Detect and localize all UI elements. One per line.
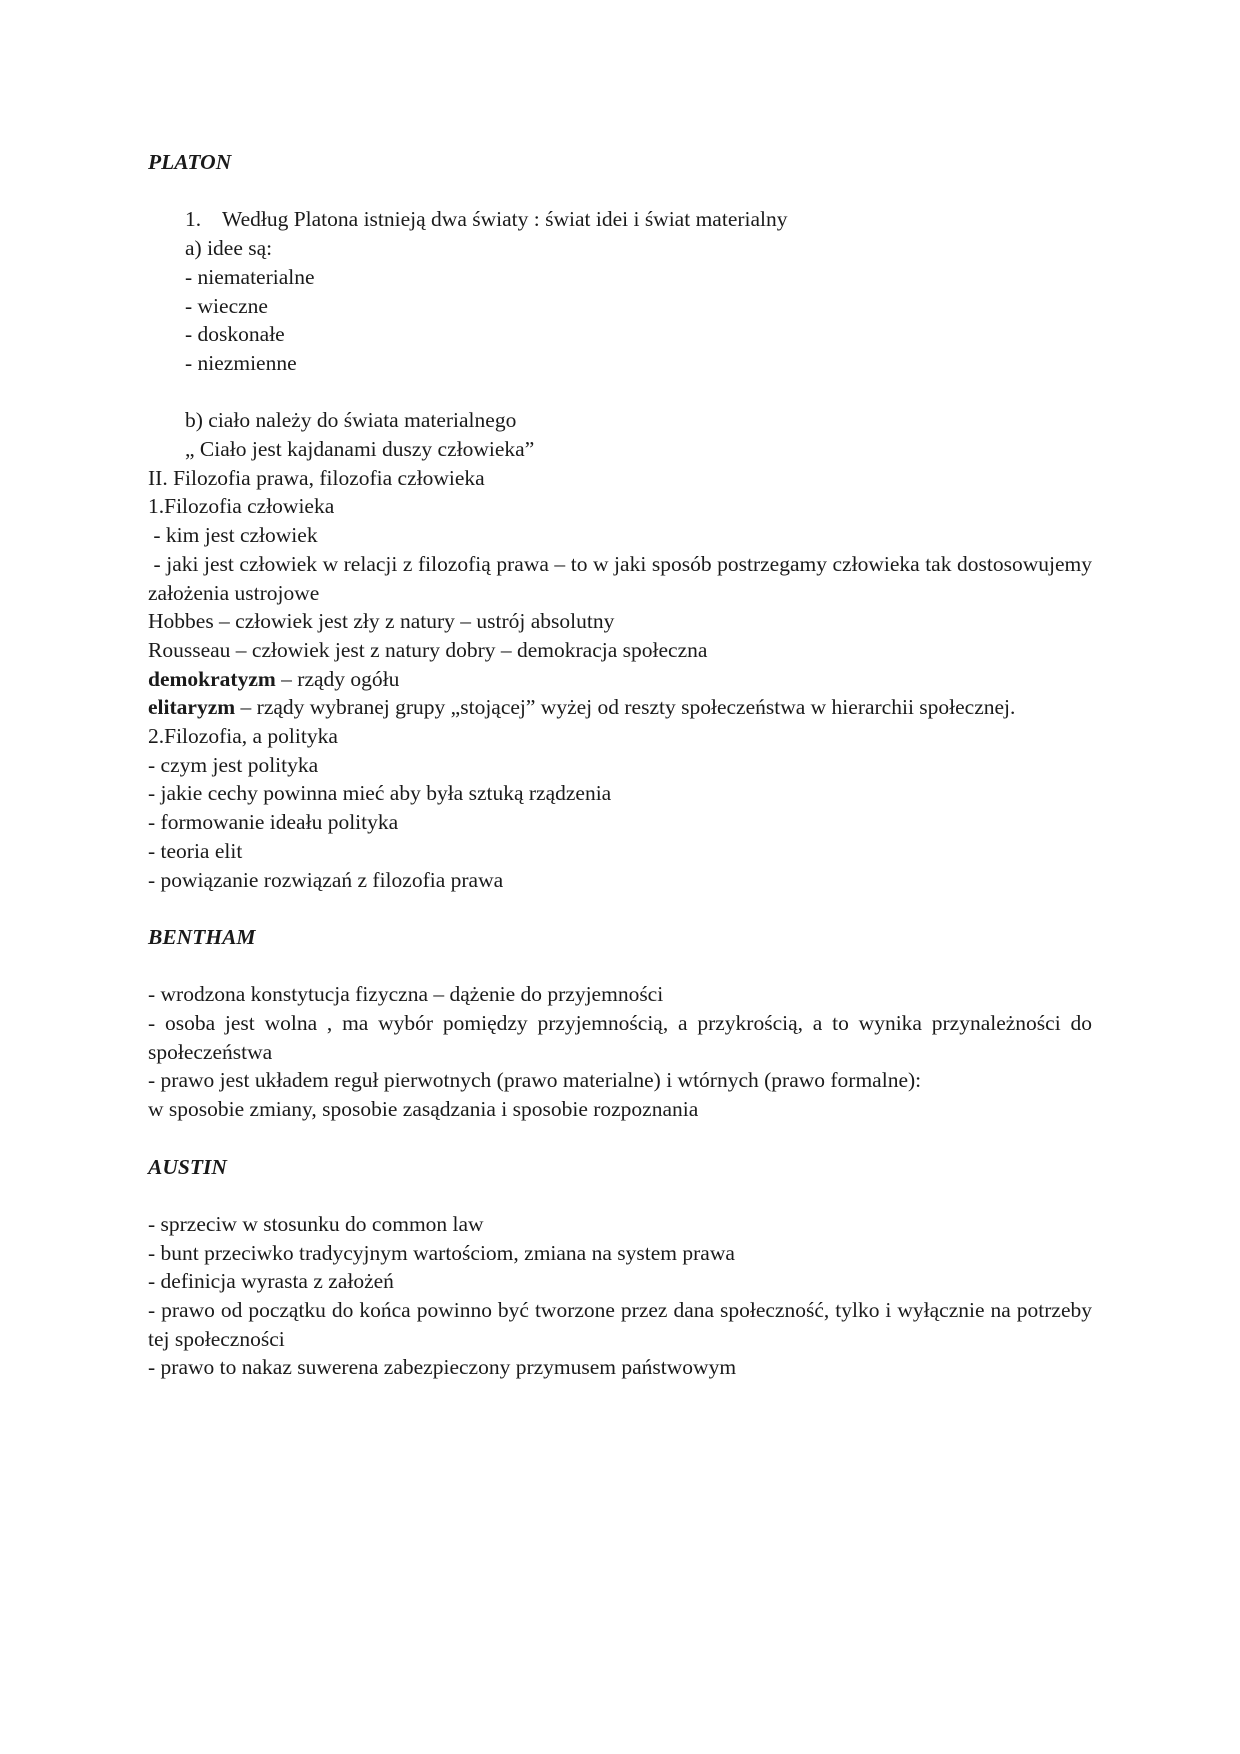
spacer (148, 177, 1092, 206)
term-demokratyzm: demokratyzm (148, 666, 276, 691)
spacer (148, 894, 1092, 923)
term-elitaryzm: elitaryzm (148, 695, 236, 720)
list-item: - formowanie ideału polityka (148, 810, 399, 835)
heading-platon: PLATON (148, 150, 232, 174)
platon-quote: „ Ciało jest kajdanami duszy człowieka” (185, 437, 535, 461)
section-2-title: II. Filozofia prawa, filozofia człowieka (148, 465, 485, 490)
list-item: - doskonałe (185, 322, 285, 347)
rousseau-line: Rousseau – człowiek jest z natury dobry – demokracja społeczna (148, 637, 708, 662)
list-item: - wrodzona konstytucja fizyczna – dążenie do przyjemności (148, 982, 664, 1007)
list-item: - wieczne (185, 293, 268, 318)
platon-a-label: a) idee są: (185, 236, 273, 261)
list-item: - niematerialne (185, 264, 315, 289)
list-item: - prawo od początku do końca powinno być tworzone przez dana społeczność, tylko i wyłącznie na potrzeby tej społeczności (148, 1298, 1092, 1351)
list-text: Według Platona istnieją dwa światy : świat idei i świat materialny (222, 207, 788, 232)
subsection-2-title: 2.Filozofia, a polityka (148, 724, 338, 749)
spacer (148, 1181, 1092, 1210)
list-number: 1. (185, 207, 202, 232)
spacer (148, 378, 1092, 407)
platon-b-label: b) ciało należy do świata materialnego (185, 408, 517, 433)
list-item: - prawo to nakaz suwerena zabezpieczony przymusem państwowym (148, 1355, 737, 1380)
list-item: - prawo jest układem reguł pierwotnych (prawo materialne) i wtórnych (prawo formalne): (148, 1068, 922, 1093)
list-item: - definicja wyrasta z założeń (148, 1269, 394, 1294)
definition-elitaryzm (148, 693, 1092, 722)
list-item: - kim jest człowiek (148, 523, 318, 548)
list-item: - niezmienne (185, 350, 297, 375)
list-item: - osoba jest wolna , ma wybór pomiędzy przyjemnością, a przykrością, a to wynika przynależności do społeczeństwa (148, 1011, 1092, 1064)
list-item: - teoria elit (148, 838, 243, 863)
heading-bentham: BENTHAM (148, 924, 256, 949)
list-item: - powiązanie rozwiązań z filozofia prawa (148, 867, 504, 892)
definition-text: – rządy ogółu (275, 666, 400, 691)
spacer (148, 1124, 1092, 1153)
definition-demokratyzm (148, 665, 1092, 694)
list-item: - sprzeciw w stosunku do common law (148, 1211, 484, 1236)
list-item: - czym jest polityka (148, 752, 319, 777)
spacer (148, 952, 1092, 981)
list-item: w sposobie zmiany, sposobie zasądzania i sposobie rozpoznania (148, 1097, 699, 1122)
document-body (148, 148, 1098, 1382)
list-item: - jaki jest człowiek w relacji z filozofią prawa – to w jaki sposób postrzegamy człowieka tak dostosowujemy założenia ustrojowe (148, 551, 1098, 605)
list-item: - jakie cechy powinna mieć aby była sztuką rządzenia (148, 781, 612, 806)
subsection-1-title: 1.Filozofia człowieka (148, 494, 335, 519)
hobbes-line: Hobbes – człowiek jest zły z natury – ustrój absolutny (148, 609, 615, 634)
heading-austin: AUSTIN (148, 1154, 227, 1179)
list-item: - bunt przeciwko tradycyjnym wartościom, zmiana na system prawa (148, 1240, 735, 1265)
definition-text: – rządy wybranej grupy „stojącej” wyżej od reszty społeczeństwa w hierarchii społecznej. (235, 695, 1016, 720)
platon-item-1 (148, 205, 1092, 234)
